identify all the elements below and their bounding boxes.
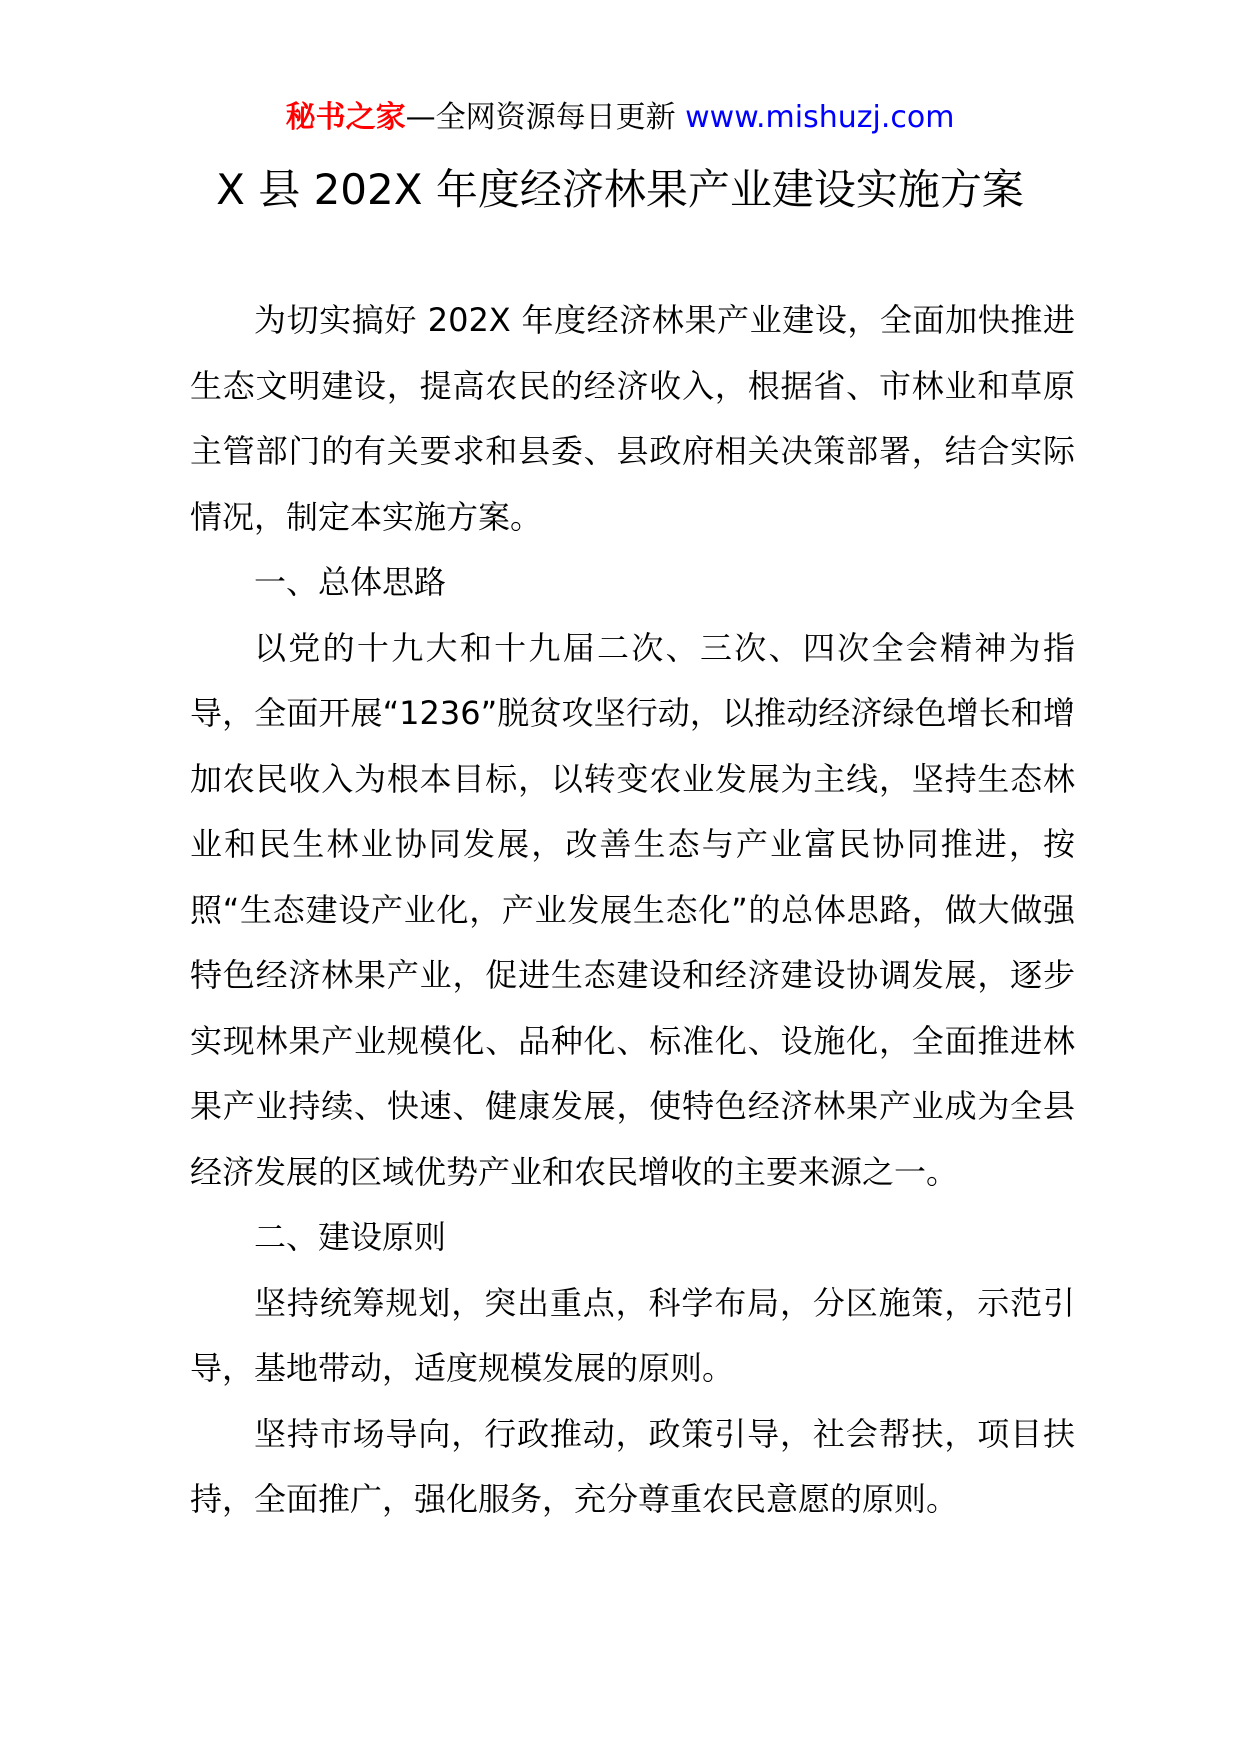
section-heading-general-approach: 一、总体思路: [254, 563, 447, 601]
document-body: [190, 288, 1075, 1533]
header-slogan: —全网资源每日更新: [405, 100, 676, 135]
principle-paragraph-1: 坚持统筹规划，突出重点，科学布局，分区施策，示范引导，基地带动，适度规模发展的原则。: [190, 1283, 1075, 1387]
intro-paragraph: 为切实搞好 202X 年度经济林果产业建设，全面加快推进生态文明建设，提高农民的经济收入，根据省、市林业和草原主管部门的有关要求和县委、县政府相关决策部署，结合实际情况，制定本实施方案。: [190, 301, 1075, 536]
principle-paragraph-2: 坚持市场导向，行政推动，政策引导，社会帮扶，项目扶持，全面推广，强化服务，充分尊重农民意愿的原则。: [190, 1414, 1075, 1518]
site-header: [0, 98, 1240, 138]
document-title: X 县 202X 年度经济林果产业建设实施方案: [216, 165, 1024, 214]
section-heading-principles: 二、建设原则: [254, 1218, 447, 1256]
general-approach-paragraph: 以党的十九大和十九届二次、三次、四次全会精神为指导，全面开展“1236”脱贫攻坚行动，以推动经济绿色增长和增加农民收入为根本目标，以转变农业发展为主线，坚持生态林业和民生林业协同发展，改善生态与产业富民协同推进，按照“生态建设产业化，产业发展生态化”的总体思路，做大做强特色经济林果产业，促进生态建设和经济建设协调发展，逐步实现林果产业规模化、品种化、标准化、设施化，全面推进林果产业持续、快速、健康发展，使特色经济林果产业成为全县经济发展的区域优势产业和农民增收的主要来源之一。: [190, 628, 1075, 1191]
brand-name: 秘书之家: [285, 100, 406, 135]
site-url-link[interactable]: www.mishuzj.com: [685, 100, 955, 135]
